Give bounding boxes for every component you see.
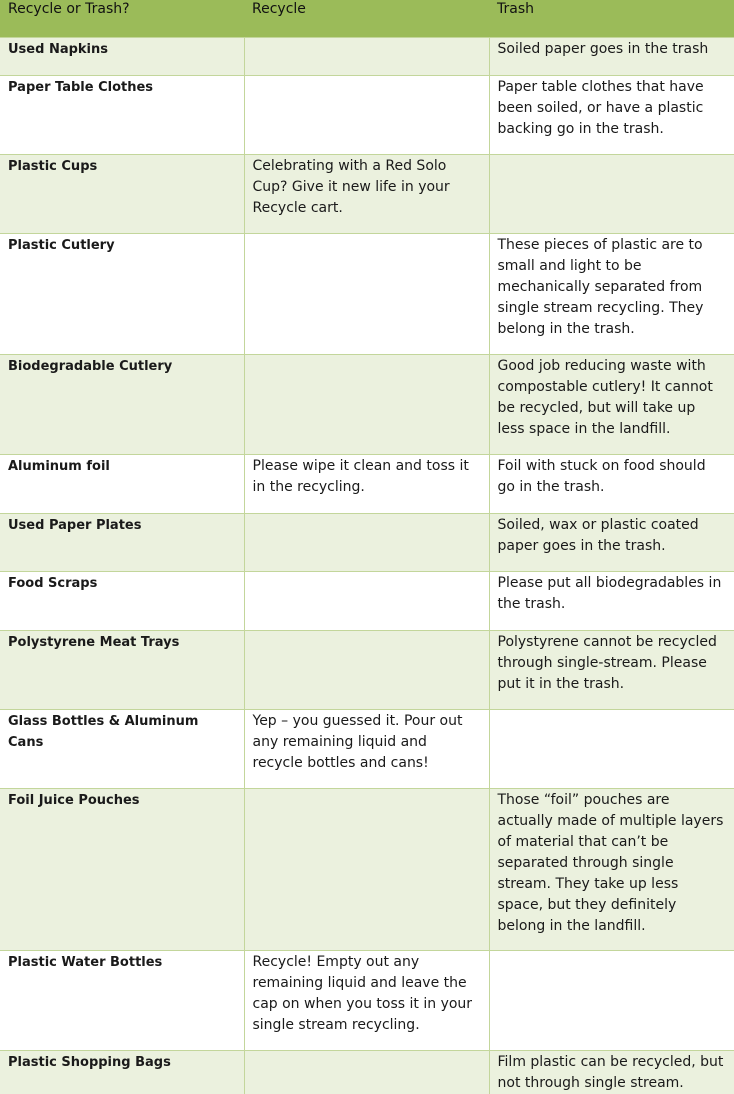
header-item-column: Recycle or Trash? (0, 0, 244, 37)
recycle-cell (244, 75, 489, 154)
table-row (0, 1050, 734, 1094)
recycle-cell (244, 37, 489, 75)
item-cell: Plastic Shopping Bags (0, 1050, 244, 1094)
recycle-cell: Yep – you guessed it. Pour out any remaining liquid and recycle bottles and cans! (244, 709, 489, 788)
table-row (0, 513, 734, 571)
table-row (0, 154, 734, 233)
recycle-cell: Recycle! Empty out any remaining liquid and leave the cap on when you toss it in your single stream recycling. (244, 950, 489, 1050)
table-row (0, 709, 734, 788)
trash-cell: Please put all biodegradables in the trash. (489, 571, 734, 630)
trash-cell: Soiled, wax or plastic coated paper goes in the trash. (489, 513, 734, 571)
item-cell: Plastic Cups (0, 154, 244, 233)
item-cell: Aluminum foil (0, 454, 244, 513)
recycle-cell (244, 571, 489, 630)
table-row (0, 75, 734, 154)
table-header-row (0, 0, 734, 37)
item-cell: Plastic Water Bottles (0, 950, 244, 1050)
recycle-cell (244, 630, 489, 709)
trash-cell: Soiled paper goes in the trash (489, 37, 734, 75)
recycle-cell: Please wipe it clean and toss it in the recycling. (244, 454, 489, 513)
item-cell: Glass Bottles & Aluminum Cans (0, 709, 244, 788)
item-cell: Foil Juice Pouches (0, 788, 244, 950)
item-cell: Used Napkins (0, 37, 244, 75)
recycle-cell (244, 233, 489, 354)
recycle-cell (244, 788, 489, 950)
table-row (0, 571, 734, 630)
trash-cell: Film plastic can be recycled, but not through single stream. (489, 1050, 734, 1094)
header-recycle-column: Recycle (244, 0, 489, 37)
trash-cell (489, 950, 734, 1050)
trash-cell (489, 709, 734, 788)
table-row (0, 950, 734, 1050)
table-row (0, 354, 734, 454)
item-cell: Food Scraps (0, 571, 244, 630)
recycle-cell: Celebrating with a Red Solo Cup? Give it new life in your Recycle cart. (244, 154, 489, 233)
table-row (0, 788, 734, 950)
trash-cell: Polystyrene cannot be recycled through single-stream. Please put it in the trash. (489, 630, 734, 709)
trash-cell (489, 154, 734, 233)
trash-cell: These pieces of plastic are to small and light to be mechanically separated from single stream recycling. They belong in the trash. (489, 233, 734, 354)
trash-cell: Paper table clothes that have been soiled, or have a plastic backing go in the trash. (489, 75, 734, 154)
item-cell: Biodegradable Cutlery (0, 354, 244, 454)
header-trash-column: Trash (489, 0, 734, 37)
recycle-cell (244, 1050, 489, 1094)
table-row (0, 233, 734, 354)
table-row (0, 37, 734, 75)
item-cell: Polystyrene Meat Trays (0, 630, 244, 709)
table-row (0, 630, 734, 709)
recycle-cell (244, 513, 489, 571)
trash-cell: Good job reducing waste with compostable cutlery! It cannot be recycled, but will take up less space in the landfill. (489, 354, 734, 454)
table-row (0, 454, 734, 513)
item-cell: Used Paper Plates (0, 513, 244, 571)
recycle-cell (244, 354, 489, 454)
trash-cell: Foil with stuck on food should go in the trash. (489, 454, 734, 513)
item-cell: Plastic Cutlery (0, 233, 244, 354)
item-cell: Paper Table Clothes (0, 75, 244, 154)
trash-cell: Those “foil” pouches are actually made of multiple layers of material that can’t be separated through single stream. They take up less space, but they definitely belong in the landfill. (489, 788, 734, 950)
